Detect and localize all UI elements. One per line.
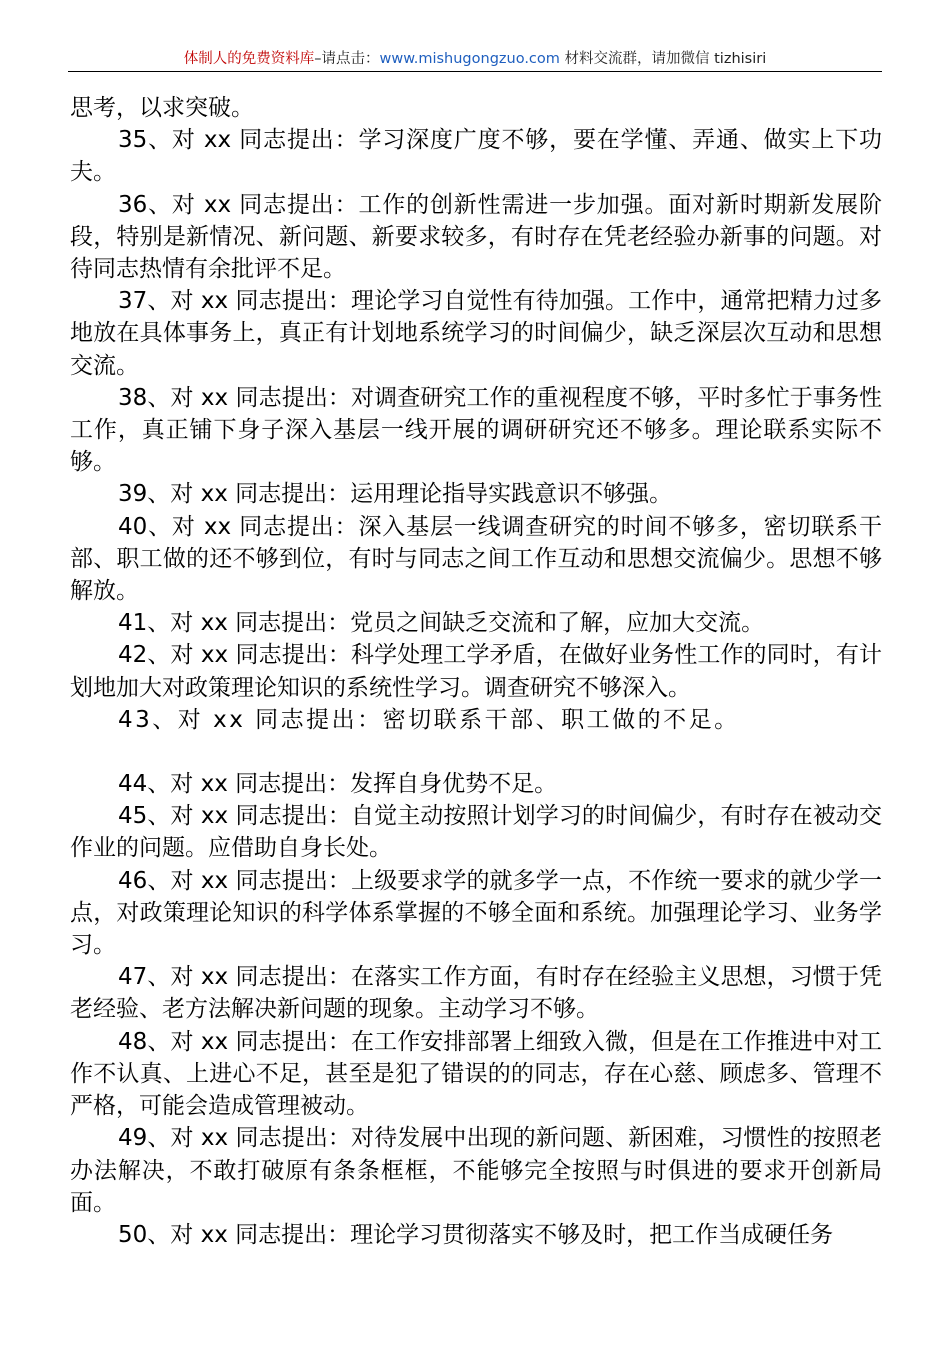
paragraph-item-46: 46、对 xx 同志提出：上级要求学的就多学一点，不作统一要求的就少学一点，对政策理论知识的科学体系掌握的不够全面和系统。加强理论学习、业务学习。 (70, 867, 882, 959)
paragraph-item-47: 47、对 xx 同志提出：在落实工作方面，有时存在经验主义思想，习惯于凭老经验、老方法解决新问题的现象。主动学习不够。 (70, 964, 882, 1023)
paragraph-item-42: 42、对 xx 同志提出：科学处理工学矛盾，在做好业务性工作的同时，有计划地加大对政策理论知识的系统性学习。调查研究不够深入。 (70, 642, 882, 701)
document-body (70, 92, 882, 1251)
paragraph-item-40: 40、对 xx 同志提出：深入基层一线调查研究的时间不够多，密切联系干部、职工做的还不够到位，有时与同志之间工作互动和思想交流偏少。思想不够解放。 (70, 513, 882, 605)
paragraph-item-50: 50、对 xx 同志提出：理论学习贯彻落实不够及时，把工作当成硬任务 (118, 1221, 834, 1248)
header-url-link[interactable]: www.mishugongzuo.com (379, 51, 560, 67)
paragraph-item-37: 37、对 xx 同志提出：理论学习自觉性有待加强。工作中，通常把精力过多地放在具体事务上，真正有计划地系统学习的时间偏少，缺乏深层次互动和思想交流。 (70, 288, 882, 379)
page-header (70, 49, 880, 71)
paragraph-item-43: 43、对 xx 同志提出：密切联系干部、职工做的不足。 (118, 706, 740, 733)
paragraph-item-35: 35、对 xx 同志提出：学习深度广度不够，要在学懂、弄通、做实上下功夫。 (70, 127, 882, 186)
paragraph-item-44: 44、对 xx 同志提出：发挥自身优势不足。 (118, 771, 558, 798)
paragraph-item-45: 45、对 xx 同志提出：自觉主动按照计划学习的时间偏少，有时存在被动交作业的问题。应借助自身长处。 (70, 803, 882, 862)
header-note: 材料交流群，请加微信 tizhisiri (564, 51, 767, 67)
paragraph-item-49: 49、对 xx 同志提出：对待发展中出现的新问题、新困难，习惯性的按照老办法解决，不敢打破原有条条框框，不能够完全按照与时俱进的要求开创新局面。 (70, 1125, 882, 1216)
header-divider (68, 71, 882, 72)
paragraph-gap (70, 736, 882, 768)
paragraph-item-36: 36、对 xx 同志提出：工作的创新性需进一步加强。面对新时期新发展阶段，特别是新情况、新问题、新要求较多，有时存在凭老经验办新事的问题。对待同志热情有余批评不足。 (70, 191, 882, 283)
paragraph-item-38: 38、对 xx 同志提出：对调查研究工作的重视程度不够，平时多忙于事务性工作，真正铺下身子深入基层一线开展的调研研究还不够多。理论联系实际不够。 (70, 384, 882, 476)
paragraph-continuation: 思考，以求突破。 (70, 95, 254, 121)
header-brand: 体制人的免费资料库 (183, 51, 315, 67)
header-prompt: –请点击： (314, 51, 380, 67)
paragraph-item-39: 39、对 xx 同志提出：运用理论指导实践意识不够强。 (118, 481, 673, 508)
paragraph-item-41: 41、对 xx 同志提出：党员之间缺乏交流和了解，应加大交流。 (118, 610, 765, 637)
paragraph-item-48: 48、对 xx 同志提出：在工作安排部署上细致入微，但是在工作推进中对工作不认真、上进心不足，甚至是犯了错误的的同志，存在心慈、顾虑多、管理不严格，可能会造成管理被动。 (70, 1028, 882, 1120)
